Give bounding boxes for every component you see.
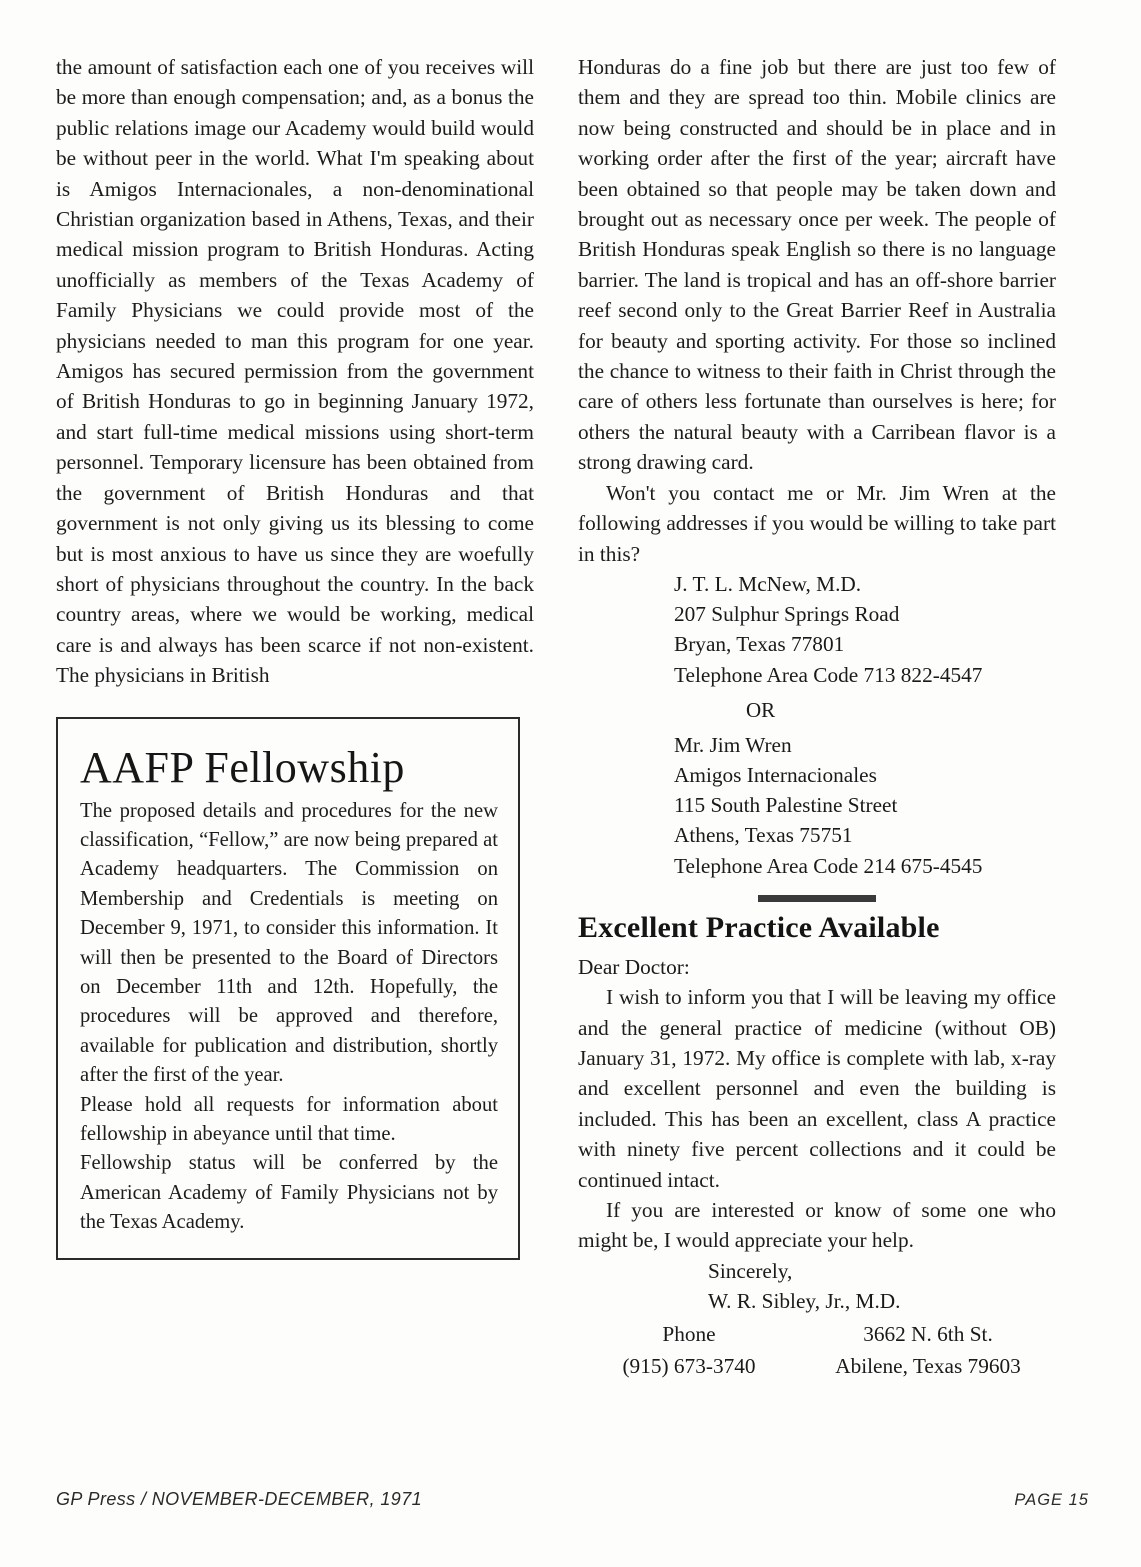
practice-ad-paragraph-1: I wish to inform you that I will be leaving my office and the general practice of medicine (without OB) January 31, 1972. My office is complete with lab, x-ray and excellent personnel and even the building is included. This has been an excellent, class A practice with ninety five percent collections and it could be continued intact.	[578, 985, 1056, 1192]
contact-telephone: Telephone Area Code 214 675-4545	[674, 853, 983, 878]
practice-ad-contact-row-1	[578, 1319, 1056, 1349]
aafp-fellowship-box	[56, 717, 520, 1260]
aafp-paragraph-3: Fellowship status will be conferred by the American Academy of Family Physicians not by the Texas Academy.	[80, 1152, 498, 1234]
practice-address-street: 3662 N. 6th St.	[863, 1321, 993, 1346]
contact-call-to-action: Won't you contact me or Mr. Jim Wren at the following addresses if you would be willing to take part in this?	[578, 480, 1056, 566]
contact-city-state-zip: Athens, Texas 75751	[674, 823, 853, 848]
aafp-paragraph-1: The proposed details and procedures for the new classification, “Fellow,” are now being prepared at Academy headquarters. The Commission on Membership and Credentials is meeting on December 9, 1971, to consider this information. It will then be presented to the Board of Directors on December 11th and 12th. Hopefully, the procedures will be approved and therefore, available for publication and distribution, shortly after the first of the year.	[80, 799, 498, 1087]
practice-ad-paragraph-2: If you are interested or know of some one who might be, I would appreciate your help.	[578, 1197, 1056, 1253]
practice-ad-salutation: Dear Doctor:	[578, 954, 690, 979]
practice-ad-heading: Excellent Practice Available	[578, 910, 940, 944]
contact-street: 207 Sulphur Springs Road	[674, 602, 900, 627]
practice-address-city: Abilene, Texas 79603	[835, 1354, 1021, 1379]
left-article-body: the amount of satisfaction each one of you receives will be more than enough compensation; and, as a bonus the public relations image our Academy would build would be without peer in the world. What I'm speaking about is Amigos Internacionales, a non-denominational Christian organization based in Athens, Texas, and their medical mission program to British Honduras. Acting unofficially as members of the Texas Academy of Family Physicians we could provide most of the physicians needed to man this program for one year. Amigos has secured permission from the government of British Honduras to go in beginning January 1972, and start full-time medical missions using short-term personnel. Temporary licensure has been obtained from the government of British Honduras and that government is not only giving us its blessing to come but is most anxious to have us since they are woefully short of physicians throughout the country. In the back country areas, where we would be working, medical care is and always has been scarce if not non-existent. The physicians in British	[56, 55, 534, 688]
contact-block-wren	[674, 730, 1056, 881]
contact-telephone: Telephone Area Code 713 822-4547	[674, 662, 983, 687]
contact-or-separator: OR	[746, 697, 776, 722]
signature-name: W. R. Sibley, Jr., M.D.	[708, 1289, 901, 1314]
practice-ad-signature-block	[708, 1256, 1056, 1317]
contact-organization: Amigos Internacionales	[674, 762, 877, 787]
section-divider-rule	[758, 895, 876, 902]
contact-city-state-zip: Bryan, Texas 77801	[674, 632, 845, 657]
two-column-layout	[56, 52, 1056, 1381]
aafp-paragraph-2: Please hold all requests for information about fellowship in abeyance until that time.	[80, 1093, 498, 1145]
right-article-body: Honduras do a fine job but there are just too few of them and they are spread too thin. Mobile clinics are now being constructed and should be in place and in working order after the first of the year; aircraft have been obtained so that people may be taken down and brought out as necessary once per week. The people of British Honduras speak English so there is no language barrier. The land is tropical and has an off-shore barrier reef second only to the Great Barrier Reef in Australia for beauty and sporting activity. For those so inclined the chance to witness to their faith in Christ through the care of others less fortunate than ourselves is here; for others the natural beauty with a Carribean flavor is a strong drawing card.	[578, 55, 1056, 475]
aafp-fellowship-title: AAFP Fellowship	[80, 742, 405, 792]
contact-name: J. T. L. McNew, M.D.	[674, 571, 862, 596]
contact-street: 115 South Palestine Street	[674, 793, 898, 818]
left-column	[56, 52, 534, 1381]
footer-publication-line: GP Press / NOVEMBER-DECEMBER, 1971	[56, 1489, 423, 1509]
right-column	[578, 52, 1056, 1381]
page-footer	[56, 1489, 1089, 1510]
footer-page-number: PAGE 15	[1014, 1491, 1089, 1509]
contact-block-mcnew	[674, 569, 1056, 690]
contact-name: Mr. Jim Wren	[674, 732, 792, 757]
practice-ad-contact-row-2	[578, 1351, 1056, 1381]
practice-phone-label: Phone	[662, 1321, 716, 1346]
signature-closing: Sincerely,	[708, 1258, 793, 1283]
practice-phone-number: (915) 673-3740	[622, 1354, 756, 1379]
